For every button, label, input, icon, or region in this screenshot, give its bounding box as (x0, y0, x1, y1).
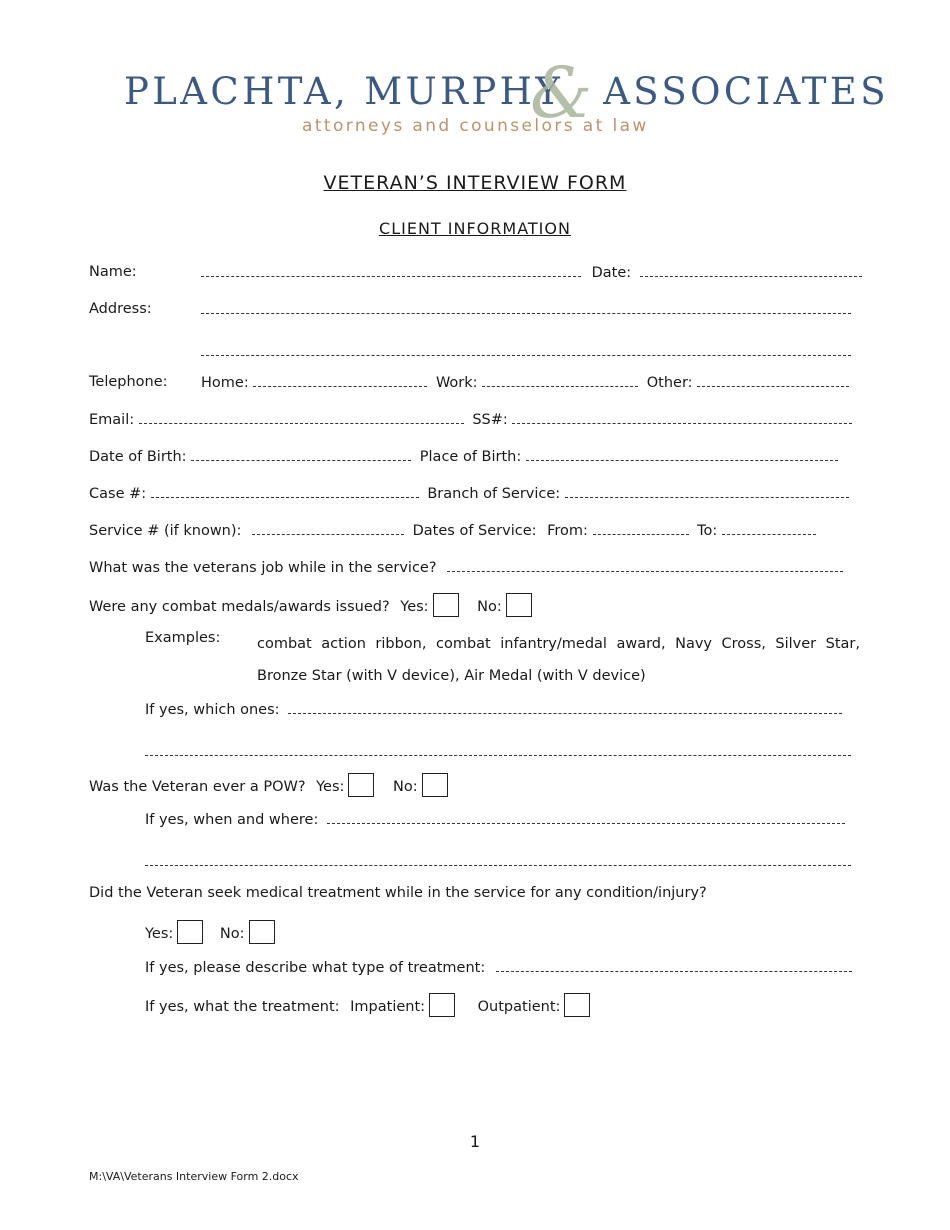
pob-field[interactable] (526, 446, 838, 461)
firm-name: PLACHTA, MURPHY ASSOCIATES (124, 70, 889, 113)
treatment-type-field[interactable] (496, 957, 852, 972)
which-ones-row: If yes, which ones: (145, 699, 842, 720)
when-where-field[interactable] (327, 809, 845, 824)
logo-ampersand: & (530, 52, 593, 134)
address-line-1[interactable] (201, 299, 851, 314)
medical-yes-no-row: Yes: No: (145, 920, 281, 944)
service-to-field[interactable] (722, 520, 816, 535)
service-number-field[interactable] (252, 520, 404, 535)
birth-row: Date of Birth: Place of Birth: (89, 446, 838, 467)
pow-row: Was the Veteran ever a POW? Yes: No: (89, 773, 454, 797)
firm-logo (0, 52, 950, 148)
medals-yes-checkbox[interactable] (433, 593, 459, 617)
examples-label: Examples: (145, 630, 221, 646)
email-field[interactable] (139, 409, 464, 424)
form-title: VETERAN’S INTERVIEW FORM (323, 172, 627, 194)
telephone-label: Telephone: (89, 374, 168, 390)
impatient-checkbox[interactable] (429, 993, 455, 1017)
outpatient-checkbox[interactable] (564, 993, 590, 1017)
address-line-2[interactable] (201, 341, 851, 356)
other-phone-field[interactable] (697, 372, 849, 387)
when-where-line-2[interactable] (145, 851, 851, 866)
telephone-row: Home: Work: Other: (201, 372, 849, 393)
medals-no-checkbox[interactable] (506, 593, 532, 617)
home-phone-field[interactable] (253, 372, 427, 387)
footer-file-path: M:\VA\Veterans Interview Form 2.docx (89, 1170, 299, 1183)
service-from-field[interactable] (593, 520, 689, 535)
branch-field[interactable] (565, 483, 849, 498)
page-number: 1 (469, 1132, 481, 1151)
pow-yes-checkbox[interactable] (348, 773, 374, 797)
work-phone-field[interactable] (482, 372, 638, 387)
job-field[interactable] (447, 557, 843, 572)
job-row: What was the veterans job while in the service? (89, 557, 843, 578)
which-ones-field[interactable] (288, 699, 842, 714)
firm-tagline: attorneys and counselors at law (302, 116, 649, 136)
dob-field[interactable] (191, 446, 411, 461)
which-ones-line-2[interactable] (145, 741, 851, 756)
section-title: CLIENT INFORMATION (379, 219, 571, 238)
treatment-type-row: If yes, please describe what type of treatment: (145, 957, 852, 978)
pow-no-checkbox[interactable] (422, 773, 448, 797)
case-field[interactable] (151, 483, 419, 498)
ssn-field[interactable] (512, 409, 852, 424)
examples-text: combat action ribbon, combat infantry/medal award, Navy Cross, Silver Star, Bronze Star (with V device), Air Medal (with V device) (257, 636, 860, 684)
medical-yes-checkbox[interactable] (177, 920, 203, 944)
medical-no-checkbox[interactable] (249, 920, 275, 944)
date-field[interactable] (640, 262, 862, 277)
name-row: Name: (89, 264, 137, 280)
address-label: Address: (89, 301, 152, 317)
form-page: PLACHTA, MURPHY ASSOCIATES & attorneys and counselors at law VETERAN’S INTERVIEW FORM CLIENT INFORMATION Name: Date: Address: Telephone: Home: Work: Other: Email: SS#: Date of Birth: Place of Birth: Case #: Branch of Service: Service # (if known): Dates of Service: From: To: What was the veterans job while in the service? Were any combat medals/awards issued? Yes: No: Examples: combat action ribbon, combat infantry/medal award, Navy Cross, Silver Star, Bronze Star (with V device), Air Medal (with V device) If yes, which ones: Was the Veteran ever a POW? Yes: No: If yes, when and where: Did the Veteran seek medical treatment while in the service for any condition/injury? Yes: No: If yes, please describe what type of treatment: If yes, what the treatment: Impatient: Outpatient: 1 M:\VA\Veterans Interview Form 2.docx (0, 0, 950, 1230)
medals-row: Were any combat medals/awards issued? Yes: No: (89, 593, 538, 617)
medical-question: Did the Veteran seek medical treatment while in the service for any condition/injury? (89, 885, 707, 901)
when-where-row: If yes, when and where: (145, 809, 845, 830)
service-row: Service # (if known): Dates of Service: From: To: (89, 520, 816, 541)
case-row: Case #: Branch of Service: (89, 483, 849, 504)
email-row: Email: SS#: (89, 409, 852, 430)
name-field[interactable] (201, 262, 581, 277)
treatment-where-row: If yes, what the treatment: Impatient: Outpatient: (145, 993, 596, 1017)
